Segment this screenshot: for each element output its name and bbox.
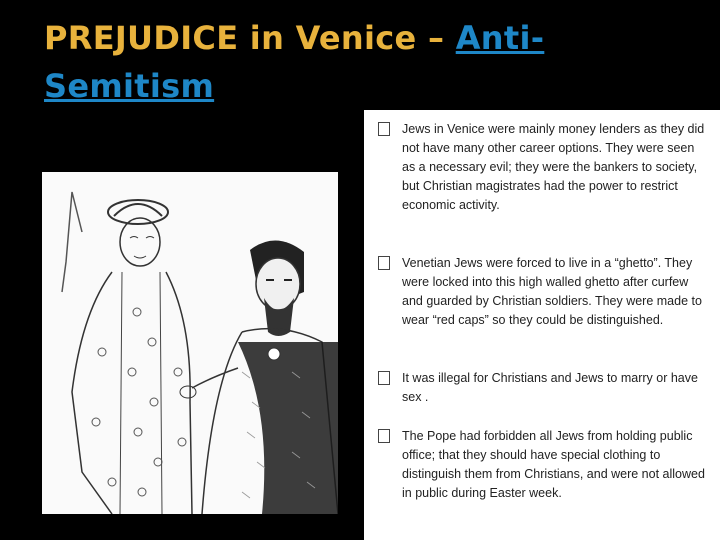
bullet-icon — [378, 429, 390, 443]
bullet-icon — [378, 122, 390, 136]
bullet-text: It was illegal for Christians and Jews to marry or have sex . — [402, 371, 698, 404]
illustration — [42, 172, 338, 514]
bullet-icon — [378, 371, 390, 385]
bullet-icon — [378, 256, 390, 270]
illustration-frame — [20, 136, 364, 516]
title-text: PREJUDICE in Venice – — [44, 19, 456, 57]
bullet-text: Venetian Jews were forced to live in a “ghetto”. They were locked into this high walled ghetto after curfew and guarded by Christian soldiers. They were made to wear “red caps” so they could be distinguished. — [402, 256, 702, 327]
bullet-text: The Pope had forbidden all Jews from holding public office; that they should have special clothing to distinguish them from Christians, and were not allowed in public during Easter week. — [402, 429, 705, 500]
bullet-text: Jews in Venice were mainly money lenders as they did not have many other career options. They were seen as a necessary evil; they were the bankers to society, but Christian magistrates had the power to restrict economic activity. — [402, 122, 705, 212]
slide-title — [44, 14, 604, 110]
illustration-two-figures-icon — [42, 172, 338, 514]
text-panel — [364, 110, 720, 540]
title-link[interactable]: Anti-Semitism — [44, 19, 545, 105]
